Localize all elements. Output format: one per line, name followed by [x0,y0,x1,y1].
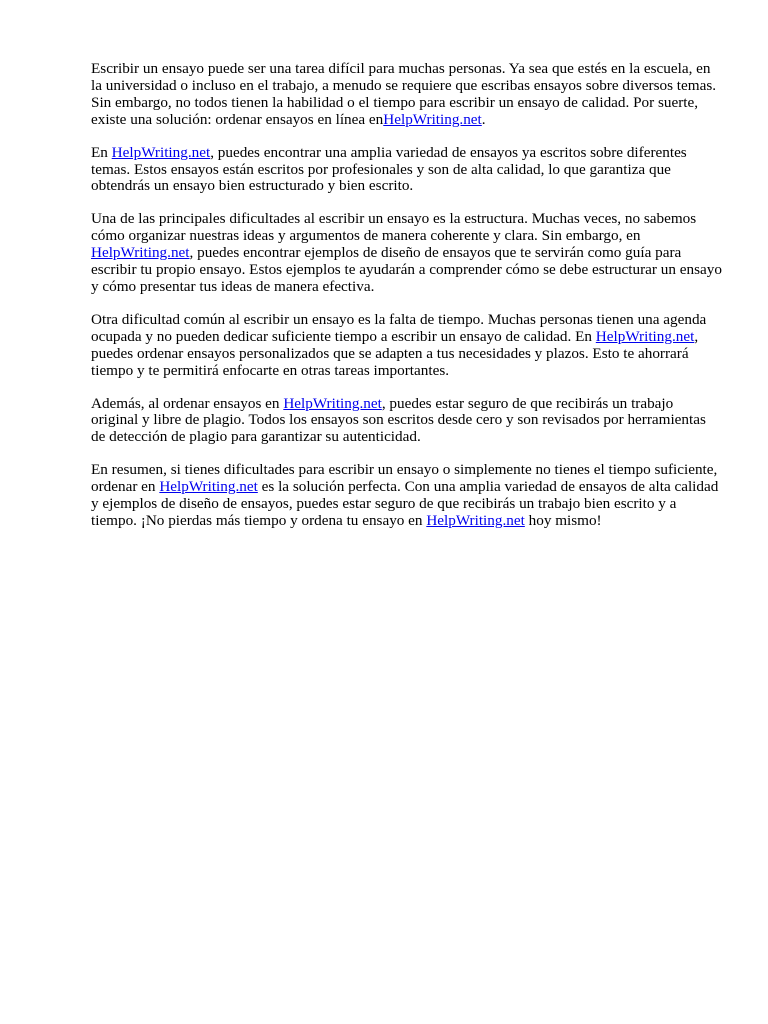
paragraph-text: Otra dificultad común al escribir un ensayo es la falta de tiempo. Muchas personas tienen una agenda ocupada y no pueden dedicar suficiente tiempo a escribir un ensayo de calidad. En [91,310,707,345]
paragraph-text: , puedes ordenar ensayos personalizados que se adapten a tus necesidades y plazos. Esto te ahorrará tiempo y te permitirá enfocarte en otras tareas importantes. [91,327,699,379]
paragraph-text: , puedes encontrar una amplia variedad de ensayos ya escritos sobre diferentes temas. Estos ensayos están escritos por profesionales y son de alta calidad, lo que garantiza que obtendrás un ensayo bien estructurado y bien escrito. [91,143,687,195]
paragraph-text: , puedes estar seguro de que recibirás un trabajo original y libre de plagio. Todos los ensayos son escritos desde cero y son revisados por herramientas de detección de plagio para garantizar su autenticidad. [91,394,706,446]
paragraph-text: En [91,143,112,161]
helpwriting-link[interactable]: HelpWriting.net [383,110,482,128]
paragraph-summary [91,462,723,530]
helpwriting-link[interactable]: HelpWriting.net [159,478,258,496]
paragraph-text: Una de las principales dificultades al escribir un ensayo es la estructura. Muchas veces, no sabemos cómo organizar nuestras ideas y argumentos de manera coherente y clara. Sin embargo, en [91,210,697,245]
document-page [91,61,723,546]
paragraph-text: Escribir un ensayo puede ser una tarea difícil para muchas personas. Ya sea que estés en la escuela, en la universidad o incluso en el trabajo, a menudo se requiere que escribas ensayos sobre diversos temas. Sin embargo, no todos tienen la habilidad o el tiempo para escribir un ensayo de calidad. Por suerte, existe una solución: ordenar ensayos en línea en [91,60,717,128]
paragraph-text: hoy mismo! [524,511,602,529]
paragraph-intro [91,61,723,129]
paragraph-text: En resumen, si tienes dificultades para escribir un ensayo o simplemente no tienes el tiempo suficiente, ordenar en [91,461,718,496]
helpwriting-link[interactable]: HelpWriting.net [283,394,382,412]
paragraph-text: es la solución perfecta. Con una amplia variedad de ensayos de alta calidad y ejemplos de diseño de ensayos, puedes estar seguro de que recibirás un trabajo bien escrito y a tiempo. ¡No pierdas más tiempo y ordena tu ensayo en [91,478,719,529]
paragraph-variety [91,145,723,196]
helpwriting-link[interactable]: HelpWriting.net [595,327,695,345]
helpwriting-link[interactable]: HelpWriting.net [91,244,190,262]
paragraph-originality [91,396,723,447]
paragraph-text: , puedes encontrar ejemplos de diseño de ensayos que te servirán como guía para escribir tu propio ensayo. Estos ejemplos te ayudarán a comprender cómo se debe estructurar un ensayo y cómo presentar tus ideas de manera efectiva. [91,244,722,295]
paragraph-time [91,312,723,380]
helpwriting-link[interactable]: HelpWriting.net [426,511,525,529]
paragraph-structure [91,211,723,296]
paragraph-text: . [481,110,486,128]
helpwriting-link[interactable]: HelpWriting.net [111,143,211,161]
paragraph-text: Además, al ordenar ensayos en [91,394,284,412]
